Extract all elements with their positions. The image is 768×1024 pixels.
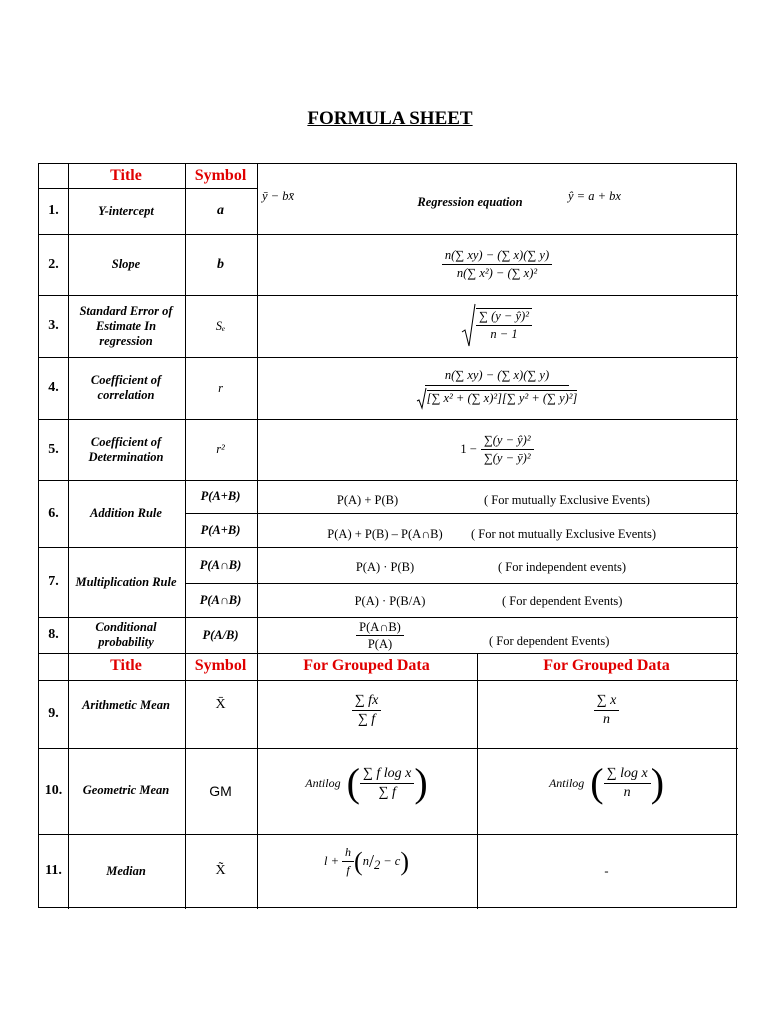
row-11-title: Median: [106, 863, 146, 878]
header2-symbol: Symbol: [194, 657, 247, 674]
row-10-title: Geometric Mean: [82, 783, 170, 797]
slope-denominator: n(∑ x²) − (∑ x)²: [456, 266, 538, 280]
row-5-symbol: r²: [216, 442, 225, 456]
row-2-symbol: b: [217, 256, 224, 272]
r2-denominator: ∑(y − ȳ)²: [483, 451, 531, 465]
header2-grouped-1: For Grouped Data: [303, 657, 430, 674]
row-2-title: Slope: [111, 257, 141, 271]
header2-grouped-2: For Grouped Data: [543, 657, 670, 674]
conditional-denominator: P(A): [367, 636, 393, 651]
right-paren-icon: ): [650, 760, 665, 805]
header-title: Title: [110, 167, 142, 184]
row-5-title: Coefficient of Determination: [88, 434, 164, 464]
antilog-label: Antilog: [305, 775, 341, 790]
right-paren-icon: ): [414, 760, 428, 805]
row-7a-note: ( For independent events): [498, 559, 627, 574]
gm-grouped-numerator: ∑ f log x: [360, 766, 414, 784]
row-9-grouped-2: [477, 680, 736, 740]
row-3-symbol: Sₑ: [215, 318, 226, 333]
row-7b-formula: P(A) · P(B/A): [354, 593, 426, 608]
row-7b-symbol: P(A∩B): [199, 592, 242, 607]
page-title: FORMULA SHEET: [307, 108, 473, 129]
row-5-formula: [257, 419, 737, 480]
row-6a-symbol: P(A+B): [200, 488, 241, 503]
median-f: f: [346, 863, 350, 877]
row-9-title: Arithmetic Mean: [82, 697, 170, 712]
se-denominator: n − 1: [490, 327, 518, 341]
se-numerator: ∑ (y − ŷ)²: [476, 309, 532, 326]
row-4-symbol: r: [218, 380, 223, 395]
row-7a-symbol: P(A∩B): [199, 557, 242, 572]
median-2: 2: [373, 858, 381, 872]
left-paren-icon: (: [590, 760, 604, 805]
row-2-number: 2.: [48, 256, 59, 272]
am-ungrouped-denominator: n: [602, 711, 610, 727]
row-9-grouped-1: [257, 680, 476, 740]
row-6b-formula: P(A) + P(B) – P(A∩B): [327, 526, 443, 541]
median-l: l +: [323, 854, 340, 868]
row-10-grouped-2: [477, 748, 736, 818]
row-6b-symbol: P(A+B): [200, 522, 241, 537]
am-ungrouped-numerator: ∑ x: [594, 693, 620, 711]
row-7-title: Multiplication Rule: [75, 574, 177, 589]
row-10-number: 10.: [44, 782, 63, 798]
am-grouped-numerator: ∑ fx: [352, 693, 382, 711]
left-paren-icon: (: [346, 760, 360, 805]
row-6b-note: ( For not mutually Exclusive Events): [471, 526, 657, 541]
row-1-intercept-formula: ȳ − bx̄: [262, 188, 295, 203]
median-c: − c: [383, 854, 401, 868]
row-11-grouped-2: -: [604, 863, 609, 878]
r-denominator: [∑ x² + (∑ x)²][∑ y² + (∑ y)²]: [426, 390, 578, 405]
left-paren-icon: (: [354, 846, 363, 876]
row-4-number: 4.: [48, 380, 59, 395]
row-6a-formula: P(A) + P(B): [336, 492, 399, 507]
row-9-symbol: X̄: [215, 697, 226, 712]
row-11-grouped-1: l + $\frac{h}{f}$ ( n / 2 − c ): [323, 845, 409, 877]
sqrt-icon: [462, 304, 476, 348]
slope-numerator: n(∑ xy) − (∑ x)(∑ y): [442, 248, 552, 265]
row-4-title: Coefficient of correlation: [90, 373, 162, 402]
row-11-number: 11.: [45, 863, 62, 878]
row-8-symbol: P(A/B): [202, 627, 239, 642]
row-10-symbol: GM: [209, 782, 232, 799]
row-8-note: ( For dependent Events): [489, 633, 610, 648]
row-8-number: 8.: [48, 627, 59, 642]
median-n: n: [362, 854, 369, 868]
row-1-symbol: a: [217, 203, 224, 218]
row-3-number: 3.: [48, 318, 59, 333]
median-h: h: [342, 845, 354, 862]
row-6-title: Addition Rule: [90, 506, 162, 520]
row-11-symbol: X̃: [215, 863, 226, 878]
gm-ungrouped-denominator: n: [623, 784, 631, 800]
row-8-formula: [330, 617, 430, 653]
gm-ungrouped-numerator: ∑ log x: [604, 766, 651, 784]
gm-grouped-denominator: ∑ f: [378, 784, 396, 800]
row-6-number: 6.: [48, 505, 59, 521]
row-9-number: 9.: [48, 705, 59, 721]
row-10-grouped-1: [257, 748, 476, 818]
row-3-formula: [257, 295, 737, 357]
row-5-number: 5.: [48, 441, 59, 457]
r2-prefix: 1 −: [460, 442, 477, 456]
r-numerator: n(∑ xy) − (∑ x)(∑ y): [425, 368, 569, 386]
row-7a-formula: P(A) · P(B): [355, 559, 415, 574]
row-7b-note: ( For dependent Events): [502, 593, 623, 608]
row-4-formula: [257, 357, 737, 419]
r2-numerator: ∑(y − ŷ)²: [481, 433, 534, 450]
right-paren-icon: ): [400, 846, 409, 876]
row-7-number: 7.: [48, 574, 59, 589]
row-2-formula: [257, 234, 737, 295]
header-symbol: Symbol: [194, 167, 247, 184]
row-8-title: Conditional probability: [95, 620, 157, 649]
conditional-numerator: P(A∩B): [356, 620, 404, 636]
row-1-title: Y-intercept: [98, 203, 154, 218]
row-3-title: Standard Error of Estimate In regression: [79, 303, 173, 348]
row-1-regression-label: Regression equation: [417, 194, 523, 209]
antilog-label: Antilog: [548, 775, 585, 790]
am-grouped-denominator: ∑ f: [357, 711, 376, 727]
row-1-regression-formula: ŷ = a + bx: [568, 188, 621, 203]
row-1-number: 1.: [48, 203, 59, 218]
sqrt-icon: [417, 387, 427, 409]
row-6a-note: ( For mutually Exclusive Events): [484, 492, 650, 507]
header2-title: Title: [110, 657, 142, 674]
